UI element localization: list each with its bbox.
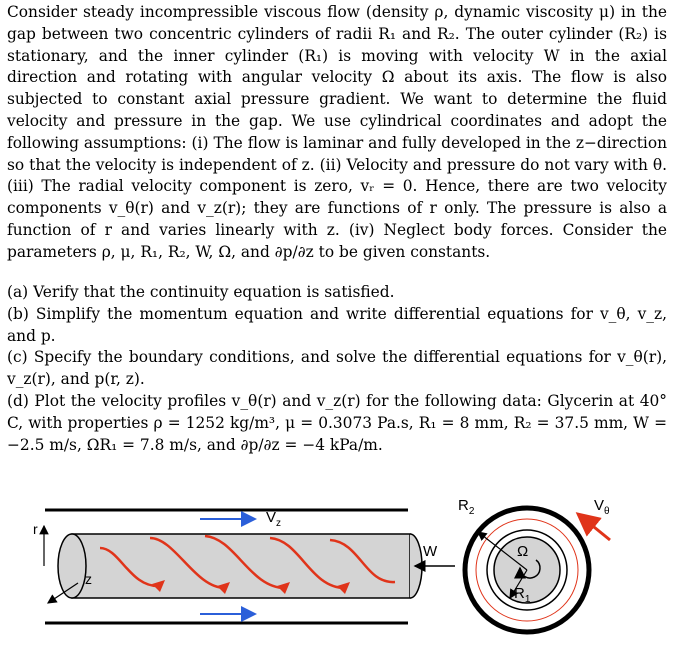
vz-label: $V_z$ <box>266 509 282 529</box>
r2-label: $R_2$ <box>458 497 475 517</box>
omega-label: Ω <box>517 543 529 560</box>
problem-intro: Consider steady incompressible viscous flow (density ρ, dynamic viscosity μ) in the gap between two concentric cylinders of radii R₁ and R₂. The outer cylinder (R₂) is stationary, and the inner cylinder (R₁) is moving with velocity W in the axial direction and rotating with angular velocity Ω about its axis. The flow is also subjected to constant axial pressure gradient. We want to determine the fluid velocity and pressure in the gap. We use cylindrical coordinates and adopt the following assumptions: (i) The flow is laminar and fully developed in the z−direction so that the velocity is independent of z. (ii) Velocity and pressure do not vary with θ. (iii) The radial velocity component is zero, vᵣ = 0. Hence, there are two velocity components v_θ(r) and v_z(r); they are functions of r only. The pressure is also a function of r and varies linearly with z. (iv) Neglect body forces. Consider the parameters ρ, μ, R₁, R₂, W, Ω, and ∂p/∂z to be given constants. <box>7 3 667 261</box>
r-label: r <box>33 521 38 537</box>
part-c: (c) Specify the boundary conditions, and solve the differential equations for v_θ(r), v_z(r), and p(r, z). <box>7 348 667 389</box>
r1-label: $R_1$ <box>514 585 531 605</box>
part-b: (b) Simplify the momentum equation and write differential equations for v_θ, v_z, and p. <box>7 304 667 345</box>
vtheta-arrow <box>578 514 610 540</box>
inner-cylinder-left-end <box>58 534 86 598</box>
part-d: (d) Plot the velocity profiles v_θ(r) and v_z(r) for the following data: Glycerin at 40° C, with properties ρ = 1252 kg/m³, μ = 0.3073 Pa.s, R₁ = 8 mm, R₂ = 37.5 mm, W = −2.5 m/s, ΩR₁ = 7.8 m/s, and ∂p/∂z = −4 kPa/m. <box>7 391 667 454</box>
inner-cylinder <box>72 534 410 598</box>
problem-parts <box>7 282 667 456</box>
z-label: z <box>85 571 92 587</box>
vtheta-label: $V_\theta$ <box>594 497 610 517</box>
w-label: W <box>423 543 438 560</box>
cylinder-flow-figure <box>0 488 682 648</box>
part-a: (a) Verify that the continuity equation is satisfied. <box>7 283 395 301</box>
